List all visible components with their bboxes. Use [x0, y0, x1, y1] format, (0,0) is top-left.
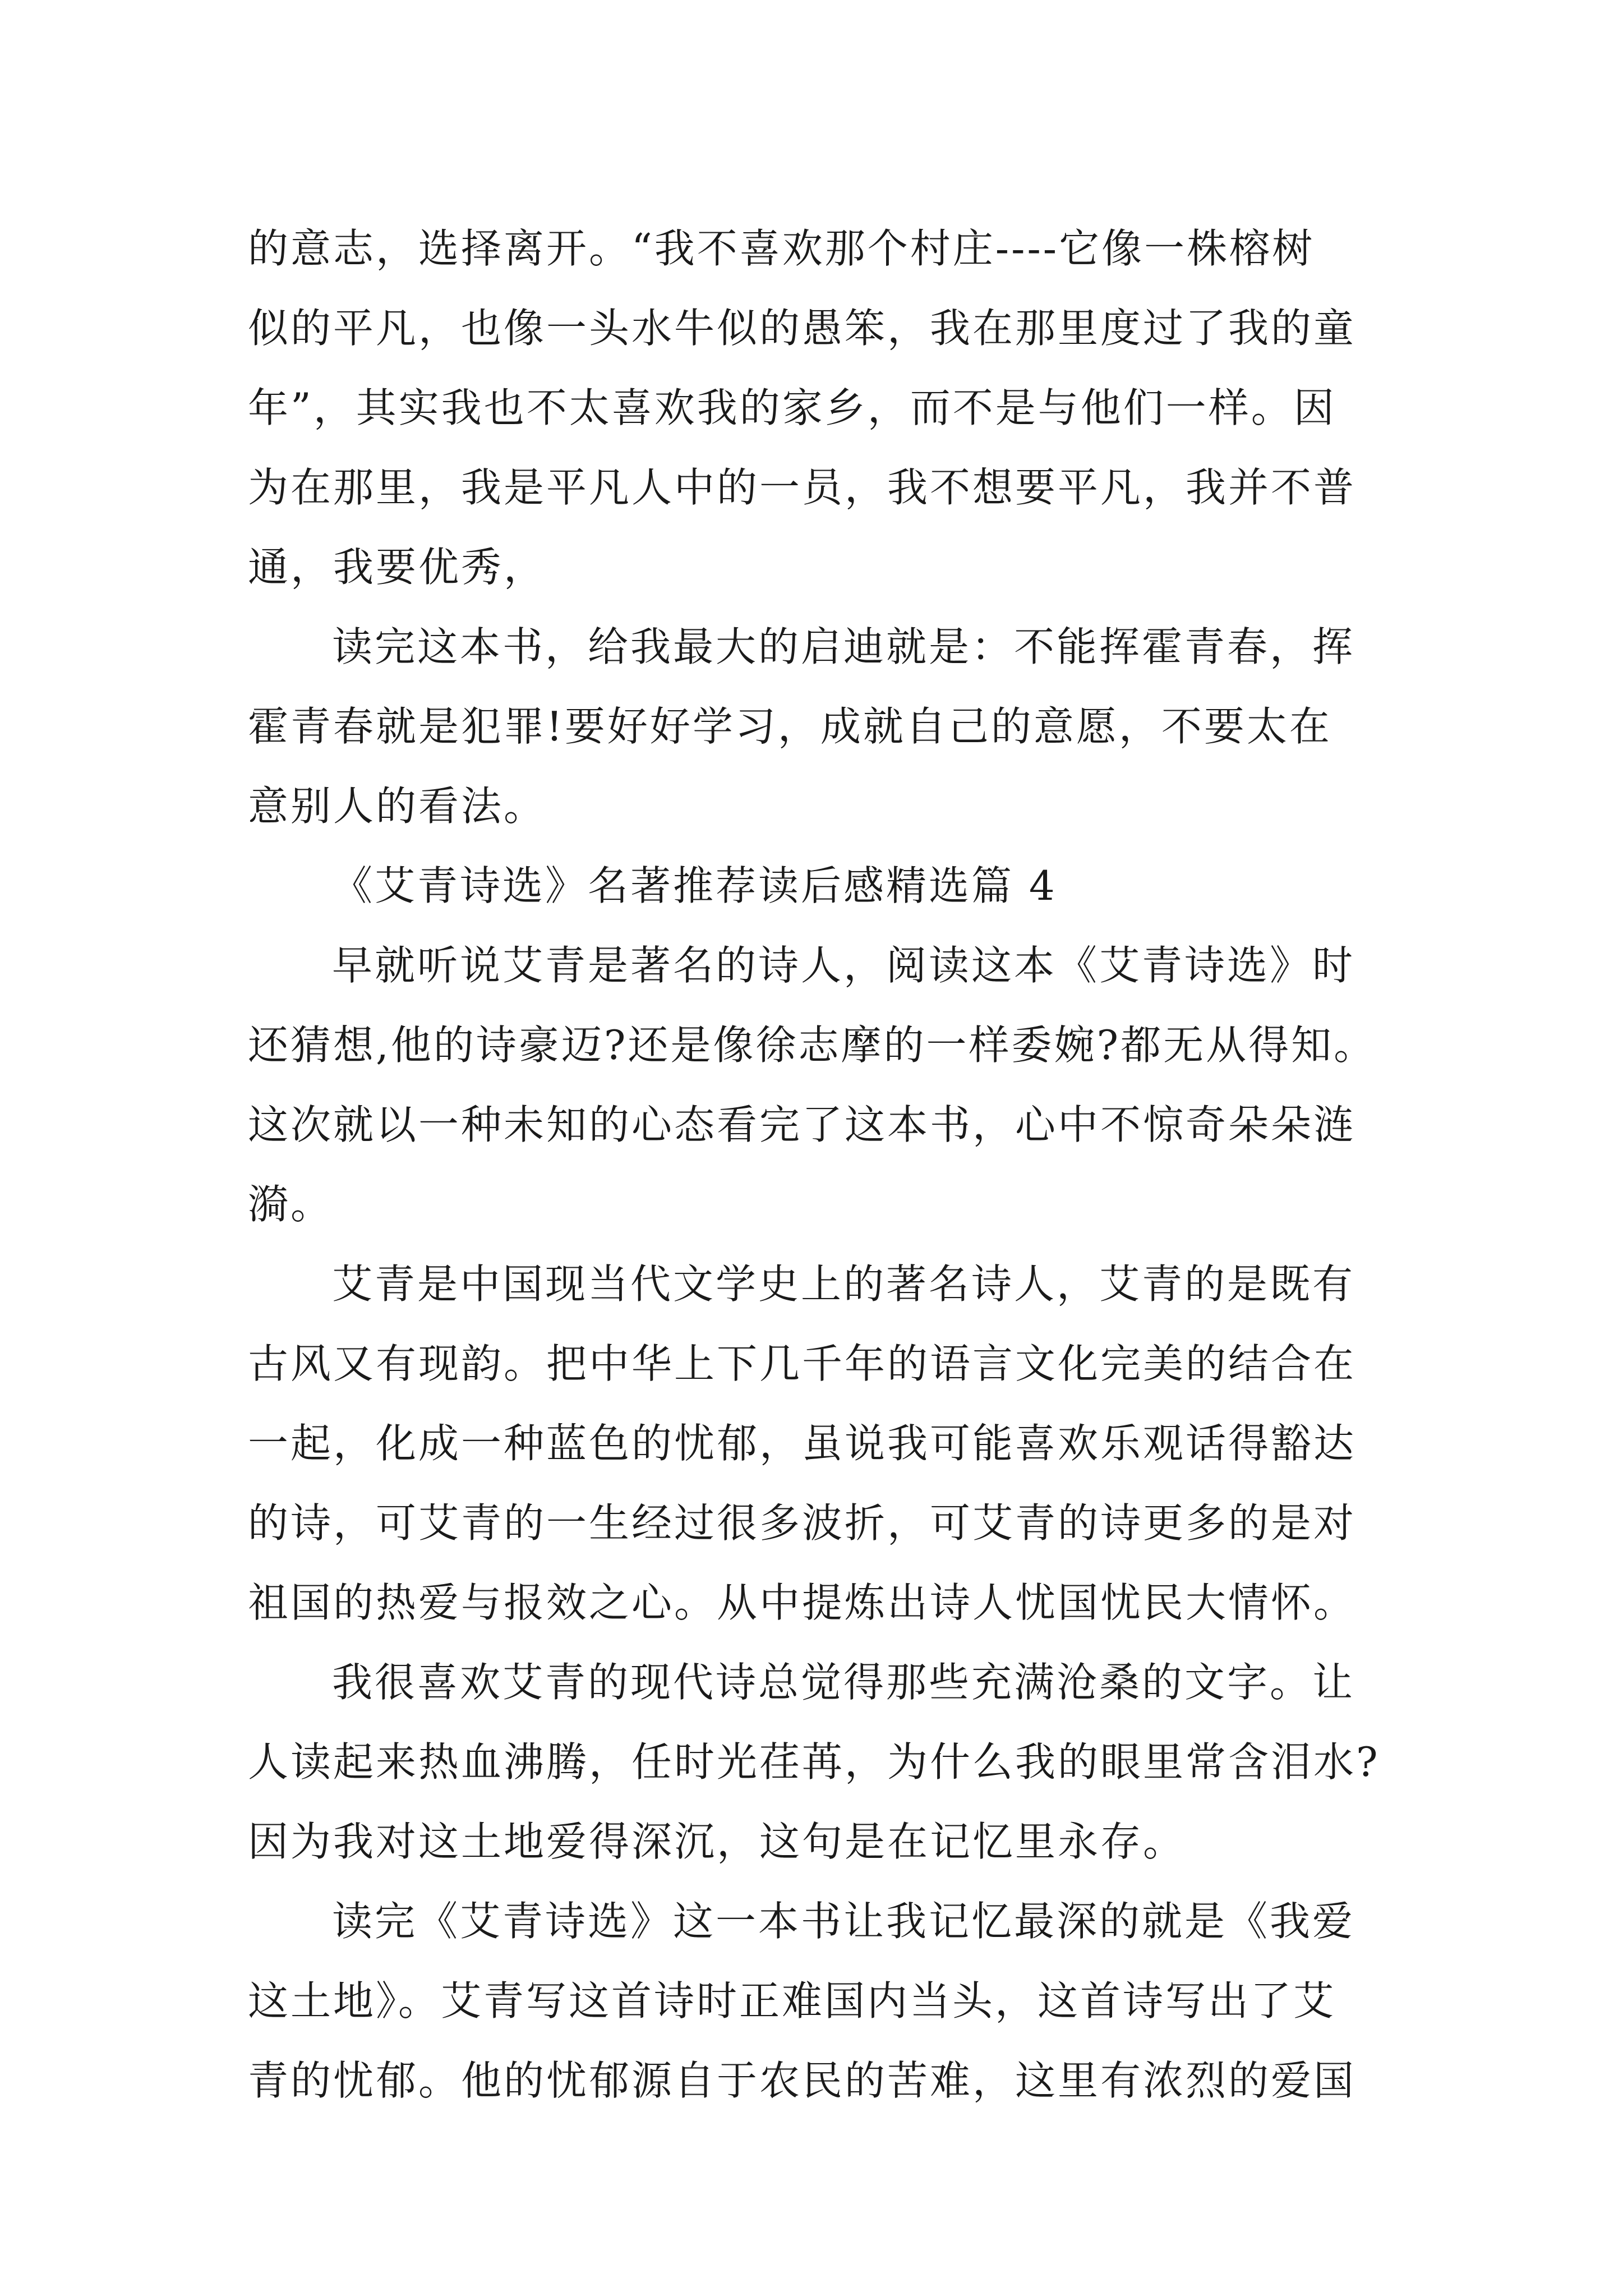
- text-line: 的意志，选择离开。“我不喜欢那个村庄----它像一株榕树: [248, 225, 1315, 272]
- text-line: 还猜想,他的诗豪迈?还是像徐志摩的一样委婉?都无从得知。: [248, 1022, 1377, 1069]
- text-line: 因为我对这土地爱得深沉，这句是在记忆里永存。: [248, 1818, 1186, 1865]
- text-line: 漪。: [248, 1181, 334, 1228]
- text-line: 这次就以一种未知的心态看完了这本书，心中不惊奇朵朵涟: [248, 1101, 1357, 1148]
- paragraph-first-line: 读完这本书，给我最大的启迪就是：不能挥霍青春，挥: [332, 623, 1355, 670]
- text-line: 似的平凡，也像一头水牛似的愚笨，我在那里度过了我的童: [248, 305, 1357, 352]
- paragraph-first-line: 艾青是中国现当代文学史上的著名诗人，艾青的是既有: [332, 1260, 1355, 1308]
- text-line: 的诗，可艾青的一生经过很多波折，可艾青的诗更多的是对: [248, 1499, 1357, 1547]
- text-line: 为在那里，我是平凡人中的一员，我不想要平凡，我并不普: [248, 464, 1357, 511]
- text-line: 这土地》。艾青写这首诗时正难国内当头，这首诗写出了艾: [248, 1977, 1336, 2024]
- text-line: 一起，化成一种蓝色的忧郁，虽说我可能喜欢乐观话得豁达: [248, 1420, 1357, 1467]
- paragraph-first-line: 读完《艾青诗选》这一本书让我记忆最深的就是《我爱: [332, 1898, 1355, 1945]
- section-heading: 《艾青诗选》名著推荐读后感精选篇 4: [332, 862, 1057, 909]
- text-line: 意别人的看法。: [248, 783, 547, 830]
- paragraph-first-line: 我很喜欢艾青的现代诗总觉得那些充满沧桑的文字。让: [332, 1659, 1355, 1706]
- body-text: [248, 209, 1381, 2120]
- text-line: 通，我要优秀，: [248, 544, 547, 591]
- text-line: 霍青春就是犯罪!要好好学习，成就自己的意愿，不要太在: [248, 703, 1332, 750]
- text-line: 古风又有现韵。把中华上下几千年的语言文化完美的结合在: [248, 1340, 1357, 1387]
- text-line: 青的忧郁。他的忧郁源自于农民的苦难，这里有浓烈的爱国: [248, 2057, 1357, 2104]
- text-line: 人读起来热血沸腾，任时光荏苒，为什么我的眼里常含泪水?: [248, 1738, 1380, 1786]
- paragraph-first-line: 早就听说艾青是著名的诗人，阅读这本《艾青诗选》时: [332, 942, 1355, 989]
- text-line: 祖国的热爱与报效之心。从中提炼出诗人忧国忧民大情怀。: [248, 1579, 1357, 1626]
- text-line: 年”，其实我也不太喜欢我的家乡，而不是与他们一样。因: [248, 384, 1336, 431]
